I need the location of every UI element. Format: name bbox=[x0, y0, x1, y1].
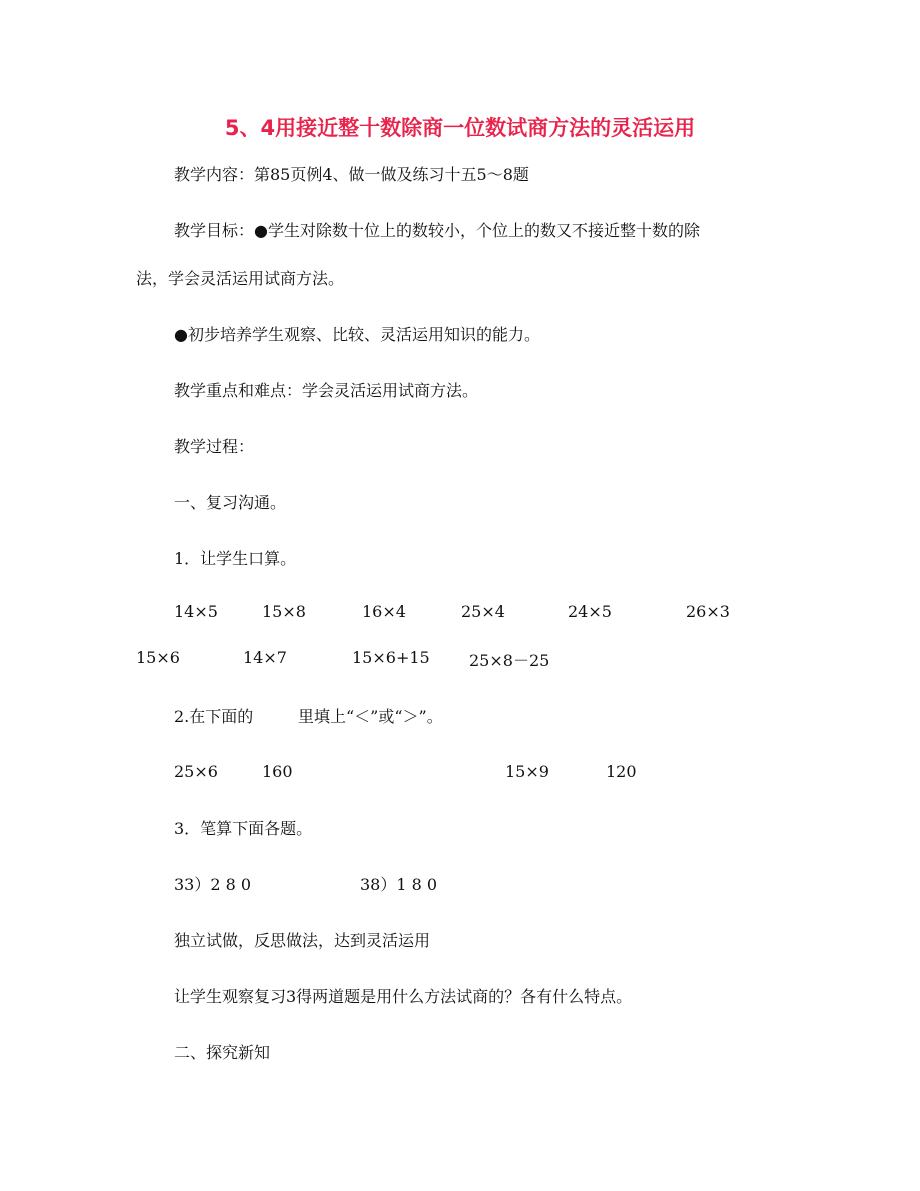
teaching-content: 教学内容：第85页例4、做一做及练习十五5～8题 bbox=[174, 165, 529, 184]
compare-item: 160 bbox=[262, 762, 293, 781]
oral-calc-item: 25×8－25 bbox=[469, 651, 550, 670]
compare-item: 15×9 bbox=[505, 762, 549, 781]
oral-calc-item: 14×5 bbox=[174, 602, 218, 621]
oral-calc-item: 15×6+15 bbox=[352, 648, 430, 667]
compare-item: 25×6 bbox=[174, 762, 218, 781]
item-1: 1．让学生口算。 bbox=[174, 549, 297, 568]
section-1-heading: 一、复习沟通。 bbox=[174, 493, 287, 512]
oral-calc-item: 15×6 bbox=[136, 648, 180, 667]
oral-calc-item: 16×4 bbox=[362, 602, 406, 621]
key-points: 教学重点和难点：学会灵活运用试商方法。 bbox=[174, 381, 479, 400]
item-2-suffix: 里填上“＜”或“＞”。 bbox=[298, 707, 443, 726]
independent-practice: 独立试做，反思做法，达到灵活运用 bbox=[174, 931, 431, 950]
compare-item: 120 bbox=[606, 762, 637, 781]
written-calc-item: 38）1 8 0 bbox=[360, 875, 438, 894]
item-3: 3．笔算下面各题。 bbox=[174, 819, 313, 838]
teaching-process-heading: 教学过程： bbox=[174, 437, 255, 456]
oral-calc-item: 26×3 bbox=[686, 602, 730, 621]
oral-calc-item: 15×8 bbox=[262, 602, 306, 621]
teaching-goal-2: ●初步培养学生观察、比较、灵活运用知识的能力。 bbox=[174, 325, 540, 344]
teaching-goal-line-2: 法，学会灵活运用试商方法。 bbox=[136, 269, 345, 288]
written-calc-item: 33）2 8 0 bbox=[174, 875, 252, 894]
observation-prompt: 让学生观察复习3得两道题是用什么方法试商的？各有什么特点。 bbox=[174, 987, 633, 1006]
item-2-prefix: 2.在下面的 bbox=[174, 707, 254, 726]
oral-calc-item: 25×4 bbox=[461, 602, 505, 621]
teaching-goal-line-1: 教学目标：●学生对除数十位上的数较小，个位上的数又不接近整十数的除 bbox=[174, 221, 700, 240]
section-2-heading: 二、探究新知 bbox=[174, 1043, 271, 1062]
lesson-title: 5、4用接近整十数除商一位数试商方法的灵活运用 bbox=[224, 116, 696, 140]
oral-calc-item: 14×7 bbox=[243, 648, 287, 667]
oral-calc-item: 24×5 bbox=[568, 602, 612, 621]
